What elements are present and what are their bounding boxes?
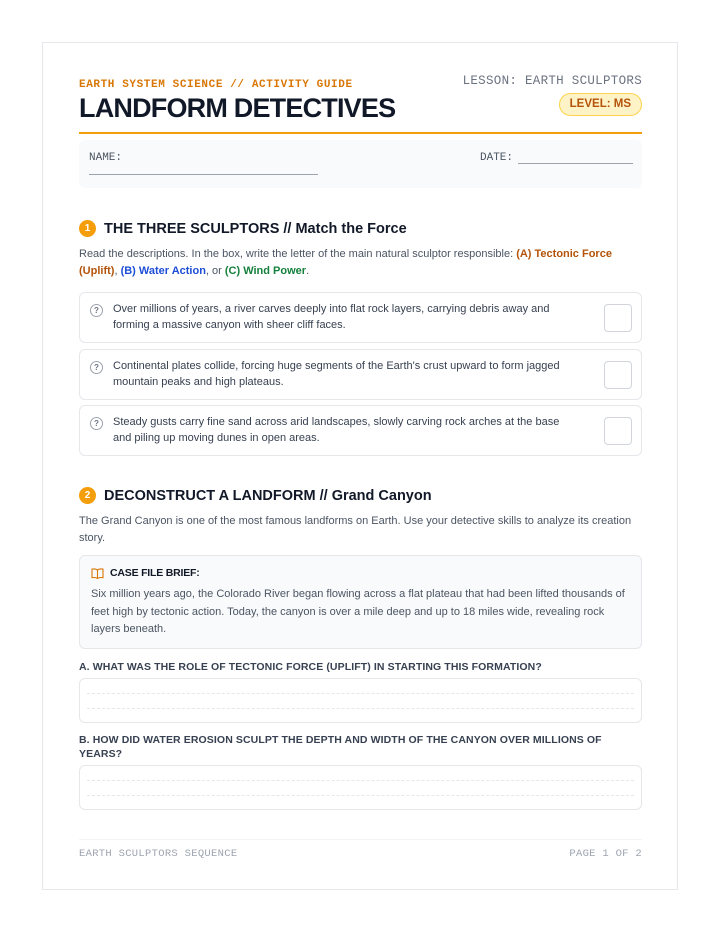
worksheet-page bbox=[42, 42, 678, 890]
level-badge: LEVEL: MS bbox=[559, 93, 642, 116]
section-2-header bbox=[79, 487, 432, 504]
answer-box[interactable] bbox=[604, 361, 632, 389]
section-1-header bbox=[79, 220, 407, 237]
section-1-instructions bbox=[79, 246, 642, 280]
course-kicker: EARTH SYSTEM SCIENCE // ACTIVITY GUIDE bbox=[79, 79, 353, 91]
brief-header bbox=[91, 567, 200, 579]
question-a-label: A. WHAT WAS THE ROLE OF TECTONIC FORCE (UPLIFT) IN STARTING THIS FORMATION? bbox=[79, 661, 542, 673]
writing-line bbox=[87, 780, 634, 781]
case-file-brief bbox=[79, 555, 642, 649]
writing-line bbox=[87, 795, 634, 796]
question-circle-icon: ? bbox=[90, 417, 103, 430]
section-title: DECONSTRUCT A LANDFORM // Grand Canyon bbox=[104, 487, 432, 504]
lesson-label: LESSON: EARTH SCULPTORS bbox=[462, 74, 642, 88]
force-b-label: (B) Water Action bbox=[120, 265, 206, 277]
question-text: Continental plates collide, forcing huge segments of the Earth's crust upward to form jagged mountain peaks and high plateaus. bbox=[113, 360, 560, 388]
answer-box[interactable] bbox=[604, 304, 632, 332]
section-number-badge: 2 bbox=[79, 487, 96, 504]
answer-a-field[interactable] bbox=[79, 678, 642, 723]
date-field[interactable] bbox=[518, 163, 633, 164]
question-circle-icon: ? bbox=[90, 304, 103, 317]
footer-sequence: EARTH SCULPTORS SEQUENCE bbox=[79, 848, 238, 860]
section-2-intro: The Grand Canyon is one of the most famous landforms on Earth. Use your detective skills to analyze its creation story. bbox=[79, 515, 632, 544]
sentence-end: . bbox=[306, 265, 310, 277]
brief-text: Six million years ago, the Colorado River began flowing across a flat plateau that had been lifted thousands of feet high by tectonic action. Today, the canyon is over a mile deep and up to 18 miles wide, revealing rock layers beneath. bbox=[91, 588, 625, 635]
instructions-text: Read the descriptions. In the box, write the letter of the main natural sculptor responsible: bbox=[79, 248, 517, 260]
title-divider bbox=[79, 132, 642, 134]
question-text: Steady gusts carry fine sand across arid landscapes, slowly carving rock arches at the base and piling up moving dunes in open areas. bbox=[113, 416, 560, 444]
footer-divider bbox=[79, 839, 642, 840]
force-c-label: (C) Wind Power bbox=[224, 265, 307, 277]
match-question-card bbox=[79, 405, 642, 456]
section-title: THE THREE SCULPTORS // Match the Force bbox=[104, 220, 407, 237]
page-number: PAGE 1 OF 2 bbox=[569, 848, 642, 860]
question-text: Over millions of years, a river carves deeply into flat rock layers, carrying debris away and forming a massive canyon with sheer cliff faces. bbox=[113, 303, 550, 331]
match-question-card bbox=[79, 292, 642, 343]
open-book-icon bbox=[91, 568, 104, 579]
question-circle-icon: ? bbox=[90, 361, 103, 374]
match-question-card bbox=[79, 349, 642, 400]
brief-title: CASE FILE BRIEF: bbox=[110, 567, 200, 579]
writing-line bbox=[87, 708, 634, 709]
section-number-badge: 1 bbox=[79, 220, 96, 237]
date-label: DATE: bbox=[480, 152, 514, 164]
student-info-box bbox=[79, 140, 642, 188]
question-b-label: B. HOW DID WATER EROSION SCULPT THE DEPTH AND WIDTH OF THE CANYON OVER MILLIONS OF YEARS? bbox=[79, 734, 602, 760]
name-field[interactable] bbox=[89, 174, 318, 175]
answer-box[interactable] bbox=[604, 417, 632, 445]
force-a-label: (A) Tectonic Force (Uplift) bbox=[79, 248, 612, 277]
writing-line bbox=[87, 693, 634, 694]
answer-b-field[interactable] bbox=[79, 765, 642, 810]
page-title: LANDFORM DETECTIVES bbox=[79, 93, 396, 123]
name-label: NAME: bbox=[89, 152, 123, 164]
separator: , or bbox=[205, 265, 225, 277]
separator: , bbox=[114, 265, 121, 277]
